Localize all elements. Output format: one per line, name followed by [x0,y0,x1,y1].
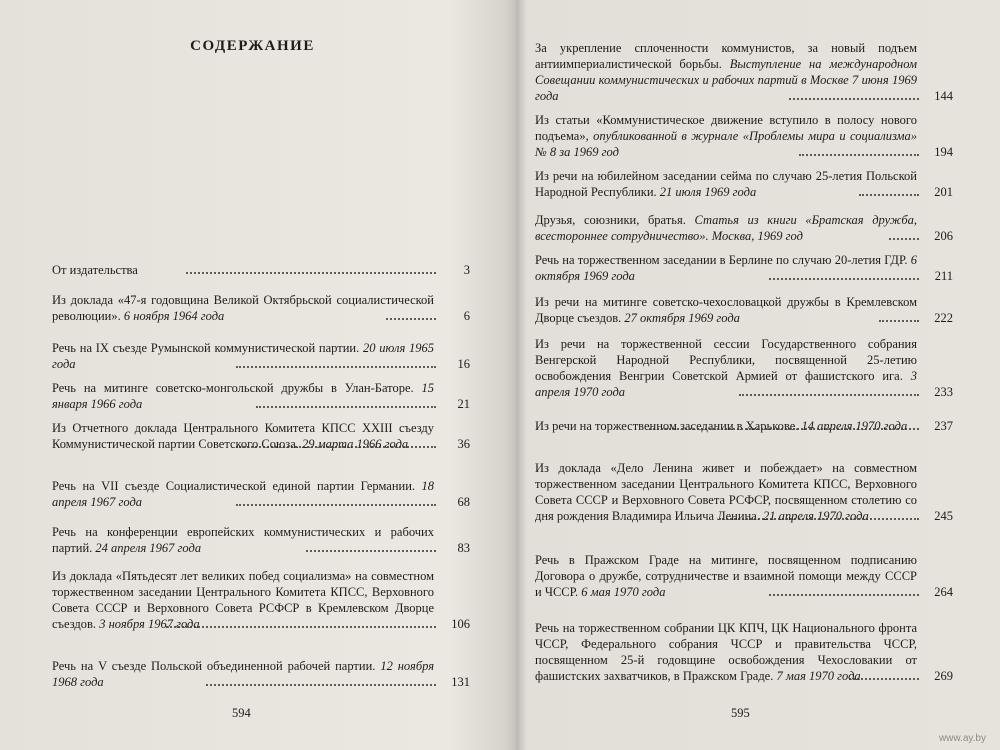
entry-date: 24 апреля 1967 года [95,541,202,555]
entry-page-number: 269 [934,669,953,683]
entry-page-number: 201 [934,185,953,199]
entry-title: Из доклада «Пятьдесят лет великих побед социализма» на совместном торжественном заседании Центрального Комитета КПСС, Верховного Совета СССР и Верховного Совета РСФСР в Кремлевском Дворце съездов. [52,569,434,631]
entry-date: 27 октября 1969 года [624,311,740,325]
entry-page-number: 206 [934,229,953,243]
entry-page-number: 264 [934,585,953,599]
toc-entry [52,262,470,278]
entry-date: 3 ноября 1967 года [99,617,200,631]
entry-page-number: 245 [934,509,953,523]
entry-title: Из речи на юбилейном заседании сейма по случаю 25-летия Польской Народной Республики. [535,169,917,199]
entry-title: Из доклада «Дело Ленина живет и побеждает» на совместном торжественном заседании Центрального Комитета КПСС, Верховного Совета СССР и Верховного Совета РСФСР, посвященном столетию со дня рождения Владимира Ильича Ленина. [535,461,917,523]
entry-title: За укрепление сплоченности коммунистов, за новый подъем антиимпериалистической борьбы. [535,41,917,71]
toc-entry [535,418,953,434]
dot-leader [879,318,919,322]
entry-date: 15 января 1966 года [52,381,434,411]
dot-leader [799,152,919,156]
entry-title: Речь на IX съезде Румынской коммунистической партии. [52,341,360,355]
toc-entry [535,294,953,326]
toc-entry [52,380,470,412]
entry-title: Из речи на торжественной сессии Государственного собрания Венгерской Народной Республики, посвященной 25-летию освобождения Венгрии Советской Армией от фашистского ига. [535,337,917,383]
entry-page-number: 222 [934,311,953,325]
toc-entry [535,112,953,160]
entry-date: 7 мая 1970 года [776,669,861,683]
dot-leader [186,270,436,274]
entry-page-number: 194 [934,145,953,159]
entry-title: Речь на V съезде Польской объединенной рабочей партии. [52,659,376,673]
dot-leader [236,444,436,448]
entry-page-number: 83 [457,541,470,555]
entry-page-number: 6 [463,309,470,323]
entry-page-number: 36 [457,437,470,451]
entry-page-number: 106 [451,617,470,631]
entry-page-number: 144 [934,89,953,103]
toc-entry [535,40,953,104]
dot-leader [769,276,919,280]
dot-leader [649,426,919,430]
entry-title: Речь на конференции европейских коммунистических и рабочих партий. [52,525,434,555]
entry-date: 3 апреля 1970 года [535,369,918,399]
entry-date: 6 мая 1970 года [581,585,666,599]
toc-entry [535,212,953,244]
book-gutter [505,0,527,750]
dot-leader [859,192,919,196]
entry-date: 18 апреля 1967 года [52,479,435,509]
entry-title: Из статьи «Коммунистическое движение вступило в полосу нового подъема», [535,113,917,143]
toc-entry [52,292,470,324]
dot-leader [889,236,919,240]
entry-title: Речь на торжественном собрании ЦК КПЧ, ЦК Национального фронта ЧССР, Федерального собрания ЧССР и правительства ЧССР, посвященном 25-й годовщине освобождения Чехословакии от фашистских захватчиков, в Пражском Граде. [535,621,917,683]
entry-date: 6 ноября 1964 года [123,309,225,323]
dot-leader [789,96,919,100]
toc-entry [52,658,470,690]
entry-date: 12 ноября 1968 года [52,659,435,689]
dot-leader [386,316,436,320]
entry-title: Из Отчетного доклада Центрального Комитета КПСС XXIII съезду Коммунистической партии Советского Союза. [52,421,434,451]
right-page [535,0,960,750]
dot-leader [769,592,919,596]
toc-entry [535,552,953,600]
contents-heading: СОДЕРЖАНИЕ [190,38,315,54]
toc-entry [535,168,953,200]
entry-date: 21 апреля 1970 года [763,509,869,523]
toc-entry [535,460,953,524]
entry-title: От издательства [52,263,138,277]
toc-entry [535,252,953,284]
toc-entry [52,420,470,452]
dot-leader [256,404,436,408]
page-number-594: 594 [232,706,251,720]
entry-date: 14 апреля 1970 года [801,419,908,433]
entry-title: Друзья, союзники, братья. [535,213,686,227]
dot-leader [306,548,436,552]
toc-entry [52,340,470,372]
dot-leader [236,502,436,506]
entry-date: 20 июля 1965 года [52,341,435,371]
toc-entry [52,524,470,556]
entry-page-number: 233 [934,385,953,399]
dot-leader [166,624,436,628]
entry-page-number: 237 [934,419,953,433]
watermark: www.ay.by [938,733,986,744]
dot-leader [739,392,919,396]
entry-title: Речь в Пражском Граде на митинге, посвященном подписанию Договора о дружбе, сотрудничестве и взаимной помощи между СССР и ЧССР. [535,553,917,599]
entry-date: 29 марта 1966 года [302,437,409,451]
entry-title: Речь на VII съезде Социалистической единой партии Германии. [52,479,416,493]
entry-page-number: 21 [457,397,470,411]
toc-entry [52,478,470,510]
entry-date: Выступление на международном Совещании коммунистических и рабочих партий в Москве 7 июня 1969 года [535,57,917,103]
entry-title: Из речи на митинге советско-чехословацкой дружбы в Кремлевском Дворце съездов. [535,295,917,325]
entry-date: 6 октября 1969 года [535,253,917,283]
entry-date: 21 июля 1969 года [659,185,757,199]
entry-title: Речь на торжественном заседании в Берлине по случаю 20-летия ГДР. [535,253,908,267]
entry-title: Из доклада «47-я годовщина Великой Октябрьской социалистической революции». [52,293,434,323]
dot-leader [849,676,919,680]
dot-leader [236,364,436,368]
entry-page-number: 68 [457,495,470,509]
left-page [40,0,470,750]
entry-title: Речь на митинге советско-монгольской дружбы в Улан-Баторе. [52,381,414,395]
dot-leader [719,516,919,520]
page-number-595: 595 [731,706,750,720]
entry-page-number: 211 [934,269,953,283]
entry-title: Из речи на торжественном заседании в Харькове. [535,419,799,433]
toc-entry [52,568,470,632]
entry-date: опубликованной в журнале «Проблемы мира и социализма» № 8 за 1969 год [535,129,917,159]
entry-page-number: 3 [463,263,470,277]
entry-page-number: 16 [457,357,470,371]
entry-date: Статья из книги «Братская дружба, всестороннее сотрудничество». Москва, 1969 год [535,213,918,243]
toc-entry [535,620,953,684]
dot-leader [206,682,436,686]
entry-page-number: 131 [451,675,470,689]
toc-entry [535,336,953,400]
